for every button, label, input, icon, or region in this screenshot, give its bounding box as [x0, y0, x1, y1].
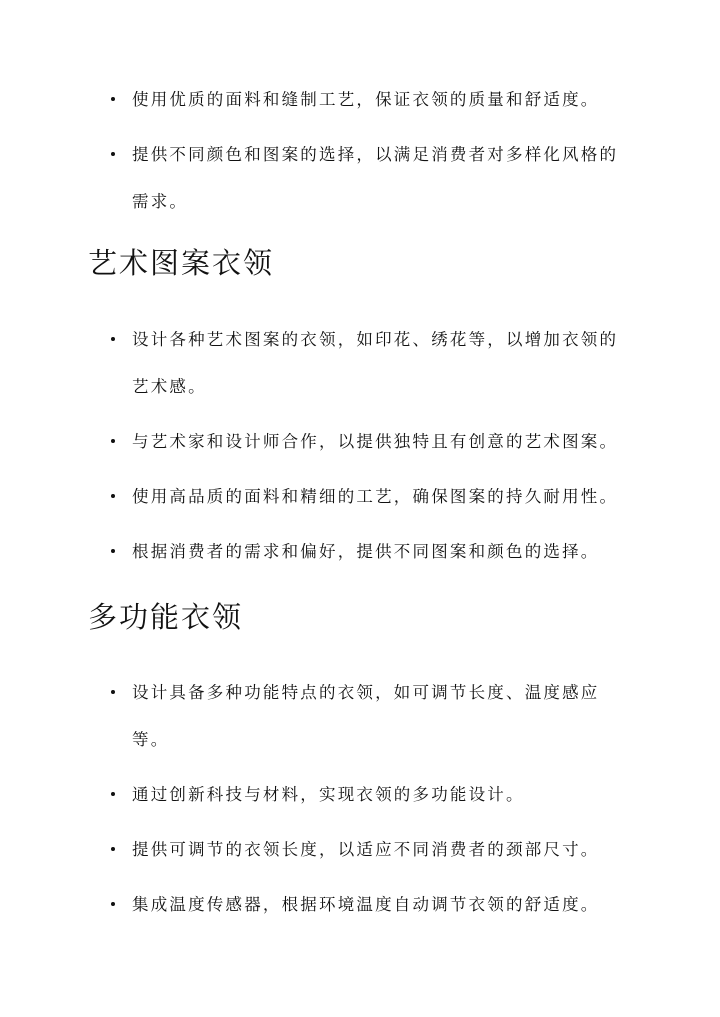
list-item-text: 使用高品质的面料和精细的工艺，确保图案的持久耐用性。 [132, 487, 619, 506]
bullet-icon [111, 152, 115, 156]
section-heading-art: 艺术图案衣领 [88, 246, 275, 280]
bullet-icon [111, 902, 115, 906]
bullet-icon [111, 847, 115, 851]
list-item [0, 76, 720, 123]
list-item-text: 根据消费者的需求和偏好，提供不同图案和颜色的选择。 [132, 542, 600, 561]
list-item-text: 设计各种艺术图案的衣领，如印花、绣花等，以增加衣领的艺术感。 [132, 330, 619, 396]
list-item [0, 771, 720, 818]
list-item-text: 使用优质的面料和缝制工艺，保证衣领的质量和舒适度。 [132, 90, 600, 109]
list-item-text: 提供可调节的衣领长度，以适应不同消费者的颈部尺寸。 [132, 840, 600, 859]
list-item-text: 与艺术家和设计师合作，以提供独特且有创意的艺术图案。 [132, 432, 619, 451]
bullet-icon [111, 494, 115, 498]
bullet-icon [111, 97, 115, 101]
bullet-list-art [0, 316, 720, 575]
list-item-text: 提供不同颜色和图案的选择，以满足消费者对多样化风格的需求。 [132, 145, 619, 211]
bullet-icon [111, 439, 115, 443]
bullet-icon [111, 792, 115, 796]
list-item-text: 设计具备多种功能特点的衣领，如可调节长度、温度感应等。 [132, 683, 600, 749]
list-item-text: 集成温度传感器，根据环境温度自动调节衣领的舒适度。 [132, 895, 600, 914]
bullet-icon [111, 337, 115, 341]
list-item [0, 881, 720, 928]
list-item [0, 316, 720, 410]
bullet-icon [111, 690, 115, 694]
section-heading-multifunction: 多功能衣领 [88, 600, 244, 634]
bullet-list-intro [0, 76, 720, 225]
list-item [0, 528, 720, 575]
list-item [0, 669, 720, 763]
list-item-text: 通过创新科技与材料，实现衣领的多功能设计。 [132, 785, 525, 804]
list-item [0, 473, 720, 520]
list-item [0, 131, 720, 225]
bullet-icon [111, 549, 115, 553]
list-item [0, 826, 720, 873]
bullet-list-multifunction [0, 669, 720, 928]
list-item [0, 418, 720, 465]
